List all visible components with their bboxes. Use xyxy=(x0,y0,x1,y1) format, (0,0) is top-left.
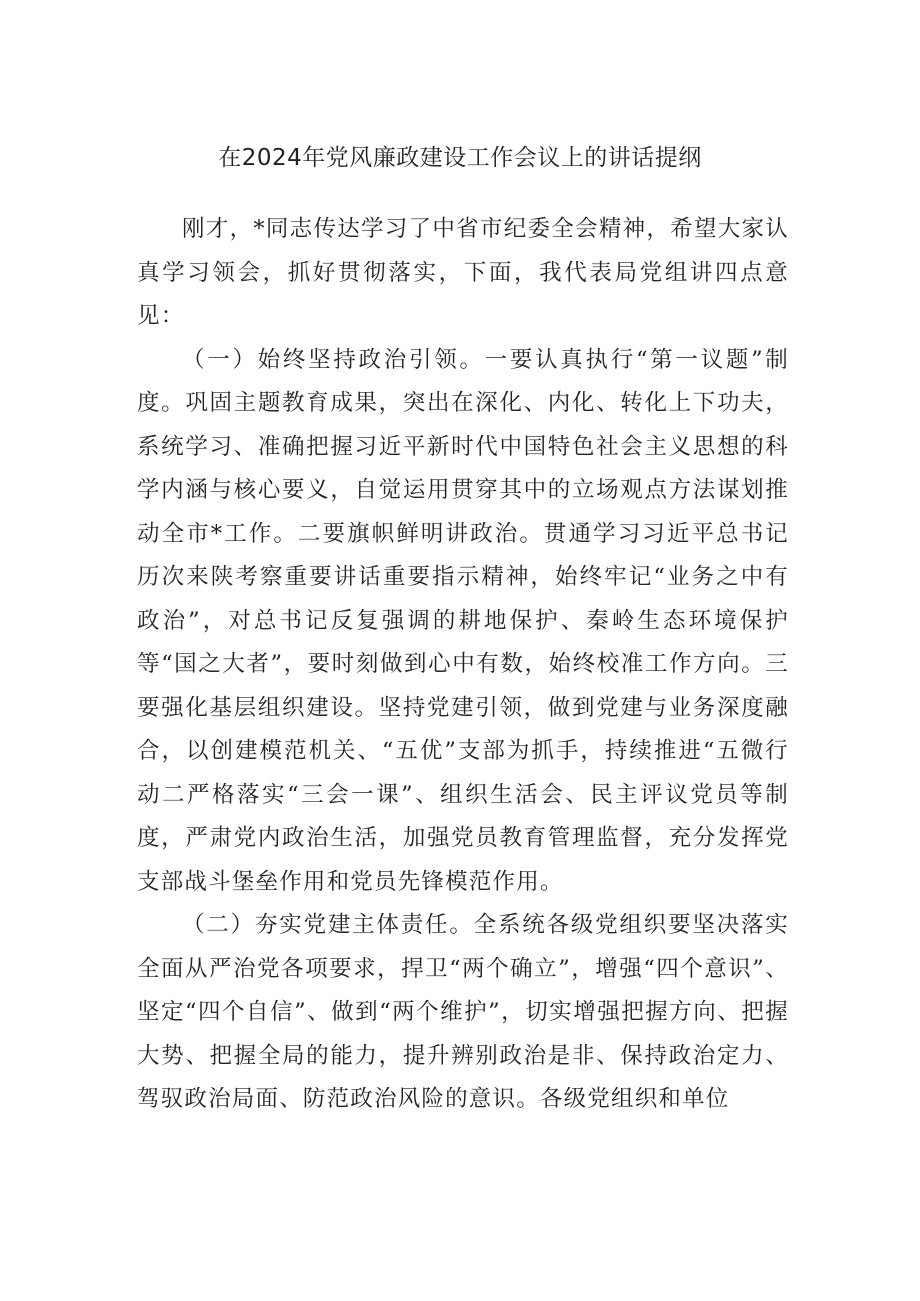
paragraph-section-1: （一）始终坚持政治引领。一要认真执行“第一议题”制度。巩固主题教育成果，突出在深化、内化、转化上下功夫，系统学习、准确把握习近平新时代中国特色社会主义思想的科学内涵与核心要义，自觉运用贯穿其中的立场观点方法谋划推动全市*工作。二要旗帜鲜明讲政治。贯通学习习近平总书记历次来陕考察重要讲话重要指示精神，始终牢记“业务之中有政治”，对总书记反复强调的耕地保护、秦岭生态环境保护等“国之大者”，要时刻做到心中有数，始终校准工作方向。三要强化基层组织建设。坚持党建引领，做到党建与业务深度融合，以创建模范机关、“五优”支部为抓手，持续推进“五微行动二严格落实“三会一课”、组织生活会、民主评议党员等制度，严肃党内政治生活，加强党员教育管理监督，充分发挥党支部战斗堡垒作用和党员先锋模范作用。 xyxy=(137,346,789,895)
paragraph-intro: 刚才，*同志传达学习了中省市纪委全会精神，希望大家认真学习领会，抓好贯彻落实，下面，我代表局党组讲四点意见： xyxy=(137,216,789,329)
paragraph-section-2: （二）夯实党建主体责任。全系统各级党组织要坚决落实全面从严治党各项要求，捍卫“两个确立”，增强“四个意识”、坚定“四个自信”、做到“两个维护”，切实增强把握方向、把握大势、把握全局的能力，提升辨别政治是非、保持政治定力、驾驭政治局面、防范政治风险的意识。各级党组织和单位 xyxy=(137,912,789,1112)
document-title: 在2024年党风廉政建设工作会议上的讲话提纲 xyxy=(218,145,702,171)
document-body xyxy=(137,208,789,1122)
